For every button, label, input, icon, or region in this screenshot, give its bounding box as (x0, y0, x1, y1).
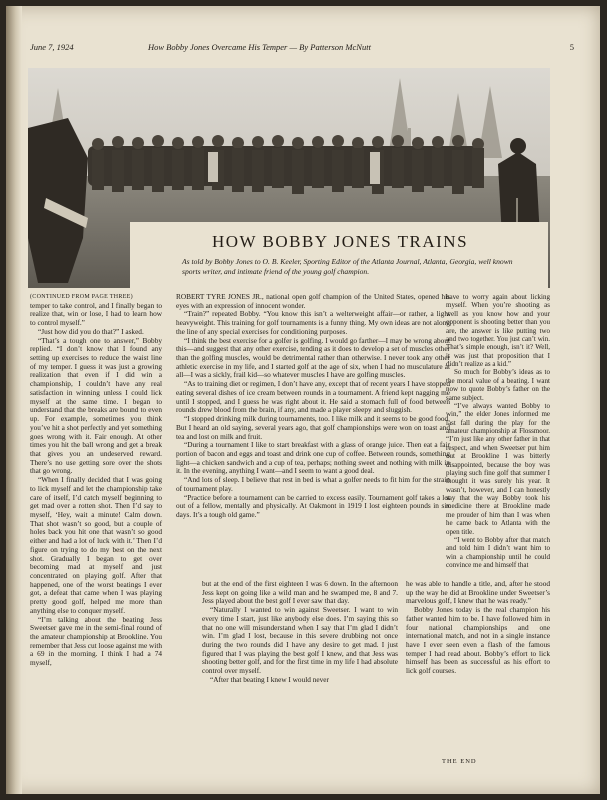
paragraph: but at the end of the first eighteen I was 6 down. In the afternoon Jess kept on going like a wild man and he swamped me, 8 and 7. Jess played about the best golf I ever saw that day. (202, 579, 398, 606)
paragraph: “After that beating I knew I would never (210, 674, 329, 684)
paragraph: “As to training diet or regimen, I don’t have any, except that of recent years I have stopped eating several dishes of ice cream between rounds in a tournament. A friend kept nagging me until I stopped, and I guess he was right about it. He said a stomach full of food between rounds drew blood from the brain, if any, and made a player sleepy and sluggish. (176, 379, 450, 415)
page-number: 5 (569, 42, 574, 52)
paragraph: “I stopped drinking milk during tournaments, too. I like milk and it seems to be good food. But I heard an old saying, several years ago, that golf championships were won on toast and tea and lost on milk and fruit. (176, 414, 450, 441)
paragraph: “I went to Bobby after that match and told him I didn’t want him to win a championship until he could convince me and himself that (446, 535, 550, 569)
running-title: How Bobby Jones Overcame His Temper — By Patterson McNutt (148, 42, 371, 52)
running-header (30, 42, 574, 56)
paragraph: “During a tournament I like to start breakfast with a glass of orange juice. Then eat a fair portion of bacon and eggs and toast and drink one cup of coffee. Between rounds, something light—a chicken sandwich and a cup of tea, perhaps; nothing sweet and nothing with milk in it. In the evening, anything I want—and I seem to want a good deal. (176, 440, 450, 476)
paragraph: “I’m talking about the beating Jess Sweetser gave me in the semi-final round of the amateur championship at Brookline. You remember that Jess cut loose against me with a 69 in the morning. I think I had a 74 myself, (30, 614, 162, 668)
column-middle-lower (202, 580, 398, 685)
paragraph: “Practice before a tournament can be carried to excess easily. Tournament golf takes a lot out of a fellow, mentally and physically. At Oakmont in 1919 I lost eighteen pounds in six days. It’s a tough old game.” (176, 492, 450, 519)
lead-paragraph: ROBERT TYRE JONES JR., national open golf champion of the United States, opened his eyes with an expression of innocent wonder. (176, 292, 450, 310)
column-left (30, 293, 162, 668)
paragraph: have to worry again about licking myself. When you’re shooting as well as you know how and your opponent is shooting better than you are, the answer is like putting two and two together. You just can’t win. That’s simple enough, isn’t it? Well, it was just that proposition that I didn’t realize as a kid.” (446, 293, 550, 368)
paragraph: “That’s a tough one to answer,” Bobby replied. “I don’t know that I found any setting up exercises to reduce the waist line of my temper. I guess it was just a growing realization that even if I did win a championship, I couldn’t have any real satisfaction in winning unless I could lick myself at the same time. I began to understand that the breaks are bound to even up. For example, sometimes you think you’ve hit a shot perfectly and yet something goes wrong with it. Fair enough. At other times you hit the ball wrong and get a break that gives you an undeserved reward. There’s no use getting sore over the shots that go wrong. (30, 335, 162, 476)
article-subhead: As told by Bobby Jones to O. B. Keeler, Sporting Editor of the Atlanta Journal, Atlanta, Georgia, well known sports writer, and intimate friend of the young golf champion. (182, 257, 513, 276)
paragraph: So much for Bobby’s ideas as to the moral value of a beating. I want now to quote Bobby’s father on the same subject. (446, 368, 550, 402)
continued-label: (CONTINUED FROM PAGE THREE) (30, 294, 133, 300)
magazine-page (6, 6, 600, 794)
article-headline: HOW BOBBY JONES TRAINS (211, 232, 469, 251)
paragraph: temper to take control, and I finally began to realize that, win or lose, I had to learn how to control myself.” (30, 300, 162, 328)
paragraph: “When I finally decided that I was going to lick myself and let the championship take care of itself, I’d catch myself beginning to get mad over a rotten shot. Then I’d say to myself, ‘Hey, wait a minute! Calm down. That shot wasn’t so good, but a couple of holes back you hit one that wasn’t so good either and had a lot of luck with it.’ Then I’d figure on trying to do my best on the next shot. Gradually I began to get over becoming mad at myself and just concentrated on playing golf. After that happened, one of the worst beatings I ever got, a defeat that came when I was playing pretty good golf, helped me more than anything else to conquer myself. (30, 475, 162, 615)
column-middle (176, 293, 450, 520)
issue-date: June 7, 1924 (30, 42, 74, 52)
paragraph: he was able to handle a title, and, after he stood up the way he did at Brookline under Sweetser’s marvelous golf, I knew that he was ready.” (406, 579, 550, 606)
paragraph: “Naturally I wanted to win against Sweetser. I want to win every time I start, just like anybody else does. I’m saying this so that no one will misunderstand when I say that I’m glad I didn’t win. I’m glad I lost, because in this severe drubbing not once during the two rounds did I have any desire to get mad. I just figured that I was playing the best golf I knew, and that Jess was shooting better golf, and for the first time in my life I had absolute control over myself. (202, 605, 398, 676)
paragraph: “Train?” repeated Bobby. “You know this isn’t a welterweight affair—or rather, a light heavyweight. This training for golf tournaments is a funny thing. My own ideas are not along the line of any special exercises for conditioning purposes. (176, 309, 450, 336)
column-right (446, 293, 550, 569)
paragraph: “Just how did you do that?” I asked. (38, 326, 144, 336)
column-right-lower (406, 580, 550, 676)
paragraph: “And lots of sleep. I believe that rest in bed is what a golfer needs to fit him for the strain of tournament play. (176, 475, 450, 493)
end-mark: THE END (442, 758, 477, 765)
paragraph: “I think the best exercise for a golfer is golfing. I would go farther—I may be wrong about this—and suggest that any other exercise, tending as it does to develop a set of muscles other than the golfing muscles, would be detrimental rather than otherwise. I never took any other athletic exercise in my life, and I started golf at the age of six, when I had no musculature at all—I was a sickly, frail kid—so whatever muscles I have are golfing muscles. (176, 335, 450, 380)
page-spine (6, 6, 22, 794)
paragraph: Bobby Jones today is the real champion his father wanted him to be. I have followed him in four national championships and one international match, and not in a single instance have I ever seen even a flash of the famous temper I had read about. Bobby’s effort to lick himself has been as successful as his effort to lick golf courses. (406, 605, 550, 676)
paragraph: “I’ve always wanted Bobby to win,” the elder Jones informed me last fall during the play for the amateur championship at Flossmoor. “I’m just like any other father in that respect, and when Sweetser put him out at Brookline I was bitterly disappointed, because the boy was playing such fine golf that summer I thought it was surely his year. It wasn’t, however, and I can honestly say that the way Bobby took his medicine there at Brookline made me prouder of him than I was when he came back to Atlanta with the open title. (446, 401, 550, 536)
